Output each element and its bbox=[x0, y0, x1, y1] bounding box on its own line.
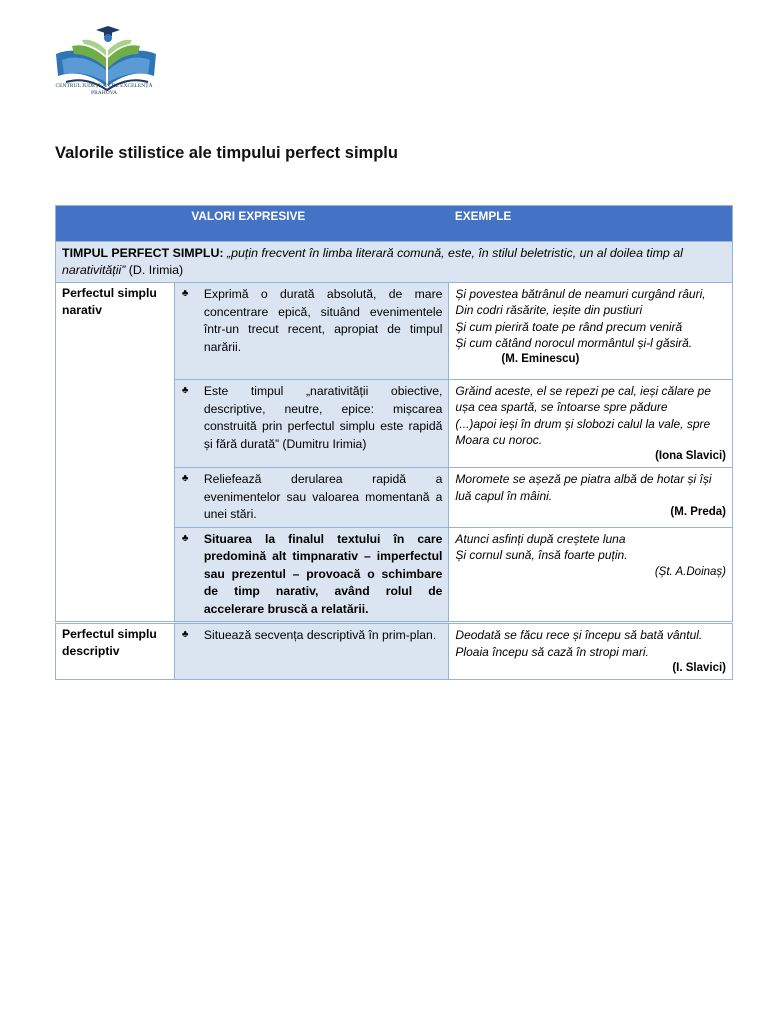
header-values: VALORI EXPRESIVE bbox=[174, 206, 449, 242]
logo-caption-line1: CENTRUL JUDEȚEAN DE EXCELENȚĂ bbox=[55, 83, 153, 89]
intro-row bbox=[56, 242, 733, 283]
intro-quote: „puțin frecvent în limba literară comună, este, în stilul beletristic, un al doilea timp al narativității” bbox=[62, 246, 683, 277]
club-icon: ♣ bbox=[181, 288, 189, 299]
table-header-row bbox=[56, 206, 733, 242]
example-cell bbox=[449, 468, 733, 528]
value-text: Exprimă o durată absolută, de mare concentrare epică, situând evenimentele într-un trecut recent, apropiat de timpul narării. bbox=[203, 287, 443, 354]
example-cell bbox=[449, 623, 733, 680]
example-cell bbox=[449, 380, 733, 468]
value-text: Situează secvența descriptivă în prim-plan. bbox=[203, 628, 437, 643]
example-line: Atunci asfinți după creștete luna bbox=[455, 531, 626, 546]
intro-author: (D. Irimia) bbox=[125, 263, 184, 277]
logo-caption bbox=[44, 83, 164, 97]
example-line: Moromete se așeză pe piatra albă de hotar și își luă capul în mâini. bbox=[455, 472, 712, 503]
example-author: (Iona Slavici) bbox=[655, 450, 726, 463]
example-author: (M. Eminescu) bbox=[501, 353, 580, 366]
logo-caption-line2: PRAHOVA bbox=[91, 90, 117, 96]
example-line: Și cornul sună, însă foarte puțin. bbox=[455, 548, 628, 563]
value-cell bbox=[174, 283, 449, 380]
header-empty-cell bbox=[56, 206, 175, 242]
example-line: Și povestea bătrânul de neamuri curgând râuri, bbox=[455, 287, 706, 301]
table-row bbox=[56, 623, 733, 680]
club-icon: ♣ bbox=[181, 532, 189, 544]
intro-cell bbox=[56, 242, 733, 283]
value-text: Reliefează derularea rapidă a evenimentelor sau valoarea momentană a unei stări. bbox=[203, 472, 443, 522]
example-line: Și cum pieriră toate pe rând precum veniră bbox=[455, 319, 683, 334]
club-icon: ♣ bbox=[181, 385, 189, 396]
example-line: Deodată se făcu rece și începu să bată vântul. bbox=[455, 628, 703, 643]
example-line: Din codri răsărite, ieșite din pustiuri bbox=[455, 303, 643, 318]
example-cell bbox=[449, 283, 733, 380]
example-author: (I. Slavici) bbox=[672, 662, 726, 675]
value-text: Este timpul „narativității obiective, descriptive, neutre, epice: mișcarea construită prin perfectul simplu este rapidă și fără durată” (Dumitru Irimia) bbox=[203, 384, 443, 451]
example-line: (...)apoi ieși în drum și slobozi calul la vale, spre Moara cu noroc. bbox=[455, 416, 711, 447]
header-examples: EXEMPLE bbox=[449, 206, 733, 242]
value-text: Situarea la finalul textului în care predomină alt timpnarativ – imperfectul sau prezentul – provoacă o schimbare de timp narativ, având rolul de accelerare bruscă a relatării. bbox=[203, 531, 443, 616]
intro-label: TIMPUL PERFECT SIMPLU: bbox=[62, 246, 224, 260]
club-icon: ♣ bbox=[181, 629, 189, 641]
value-cell bbox=[174, 623, 449, 680]
value-cell bbox=[174, 380, 449, 468]
club-icon: ♣ bbox=[181, 473, 189, 485]
values-table bbox=[55, 205, 733, 680]
category-narrative: Perfectul simplu narativ bbox=[56, 283, 175, 623]
page-title: Valorile stilistice ale timpului perfect simplu bbox=[55, 144, 398, 162]
value-cell bbox=[174, 527, 449, 623]
example-line: Și cum cătând norocul mormântul și-l găsiră. bbox=[455, 335, 693, 350]
category-descriptive: Perfectul simplu descriptiv bbox=[56, 623, 175, 680]
example-author: (Șt. A.Doinaș) bbox=[654, 565, 726, 578]
value-cell bbox=[174, 468, 449, 528]
example-line: Grăind aceste, el se repezi pe cal, ieși călare pe ușa cea spartă, se întoarse spre pădure bbox=[455, 384, 711, 415]
example-author: (M. Preda) bbox=[670, 506, 726, 519]
example-cell bbox=[449, 527, 733, 623]
example-line: Ploaia începu să cază în stropi mari. bbox=[455, 644, 649, 659]
table-row bbox=[56, 283, 733, 380]
